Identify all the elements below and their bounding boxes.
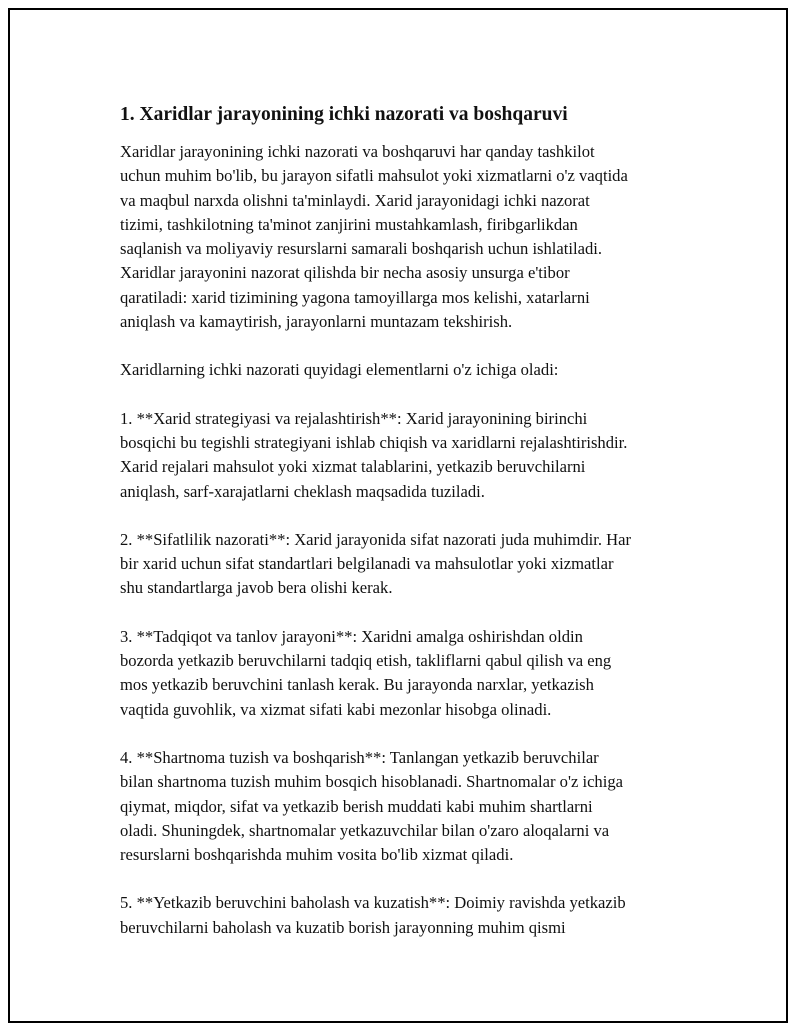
text-line: aniqlash va kamaytirish, jarayonlarni muntazam tekshirish. — [120, 312, 513, 332]
paragraph-item-2 — [120, 528, 690, 601]
text-line: 3. **Tadqiqot va tanlov jarayoni**: Xaridni amalga oshirishdan oldin — [120, 626, 583, 646]
paragraph-elements-intro — [120, 358, 690, 382]
paragraph-item-5 — [120, 891, 690, 940]
text-line: va maqbul narxda olishni ta'minlaydi. Xarid jarayonidagi ichki nazorat — [120, 190, 590, 210]
text-line: mos yetkazib beruvchini tanlash kerak. Bu jarayonda narxlar, yetkazish — [120, 675, 594, 695]
text-line: Xarid rejalari mahsulot yoki xizmat talablarini, yetkazib beruvchilarni — [120, 457, 586, 477]
text-line: tizimi, tashkilotning ta'minot zanjirini mustahkamlash, firibgarlikdan — [120, 214, 578, 234]
page-frame — [8, 8, 788, 1023]
paragraph-item-1 — [120, 407, 690, 504]
text-line: 2. **Sifatlilik nazorati**: Xarid jarayonida sifat nazorati juda muhimdir. Har — [120, 529, 632, 549]
text-line: oladi. Shuningdek, shartnomalar yetkazuvchilar bilan o'zaro aloqalarni va — [120, 820, 610, 840]
text-line: bir xarid uchun sifat standartlari belgilanadi va mahsulotlar yoki xizmatlar — [120, 554, 614, 574]
text-line: saqlanish va moliyaviy resurslarni samarali boshqarish uchun ishlatiladi. — [120, 239, 603, 259]
text-line: Xaridlar jarayonini nazorat qilishda bir necha asosiy unsurga e'tibor — [120, 263, 570, 283]
text-line: resurslarni boshqarishda muhim vosita bo'lib xizmat qiladi. — [120, 845, 514, 865]
text-line: 1. **Xarid strategiyasi va rejalashtirish**: Xarid jarayonining birinchi — [120, 408, 588, 428]
text-line: shu standartlarga javob bera olishi kerak. — [120, 578, 393, 598]
text-line: bosqichi bu tegishli strategiyani ishlab chiqish va xaridlarni rejalashtirishdir. — [120, 432, 628, 452]
text-line: 5. **Yetkazib beruvchini baholash va kuzatish**: Doimiy ravishda yetkazib — [120, 893, 626, 913]
document-body — [120, 102, 690, 964]
text-line: bozorda yetkazib beruvchilarni tadqiq etish, takliflarni qabul qilish va eng — [120, 651, 612, 671]
paragraph-item-3 — [120, 625, 690, 722]
text-line: vaqtida guvohlik, va xizmat sifati kabi mezonlar hisobga olinadi. — [120, 699, 552, 719]
text-line: Xaridlarning ichki nazorati quyidagi elementlarni o'z ichiga oladi: — [120, 360, 559, 380]
text-line: Xaridlar jarayonining ichki nazorati va boshqaruvi har qanday tashkilot — [120, 142, 595, 161]
text-line: beruvchilarni baholash va kuzatib borish jarayonning muhim qismi — [120, 917, 566, 937]
paragraph-intro — [120, 140, 690, 334]
document-title: 1. Xaridlar jarayonining ichki nazorati va boshqaruvi — [120, 104, 568, 125]
text-line: bilan shartnoma tuzish muhim bosqich hisoblanadi. Shartnomalar o'z ichiga — [120, 772, 624, 792]
text-line: aniqlash, sarf-xarajatlarni cheklash maqsadida tuziladi. — [120, 481, 485, 501]
text-line: 4. **Shartnoma tuzish va boshqarish**: Tanlangan yetkazib beruvchilar — [120, 747, 599, 767]
text-line: qaratiladi: xarid tizimining yagona tamoyillarga mos kelishi, xatarlarni — [120, 287, 590, 307]
text-line: uchun muhim bo'lib, bu jarayon sifatli mahsulot yoki xizmatlarni o'z vaqtida — [120, 166, 628, 186]
paragraph-item-4 — [120, 746, 690, 867]
text-line: qiymat, miqdor, sifat va yetkazib berish muddati kabi muhim shartlarni — [120, 796, 593, 816]
